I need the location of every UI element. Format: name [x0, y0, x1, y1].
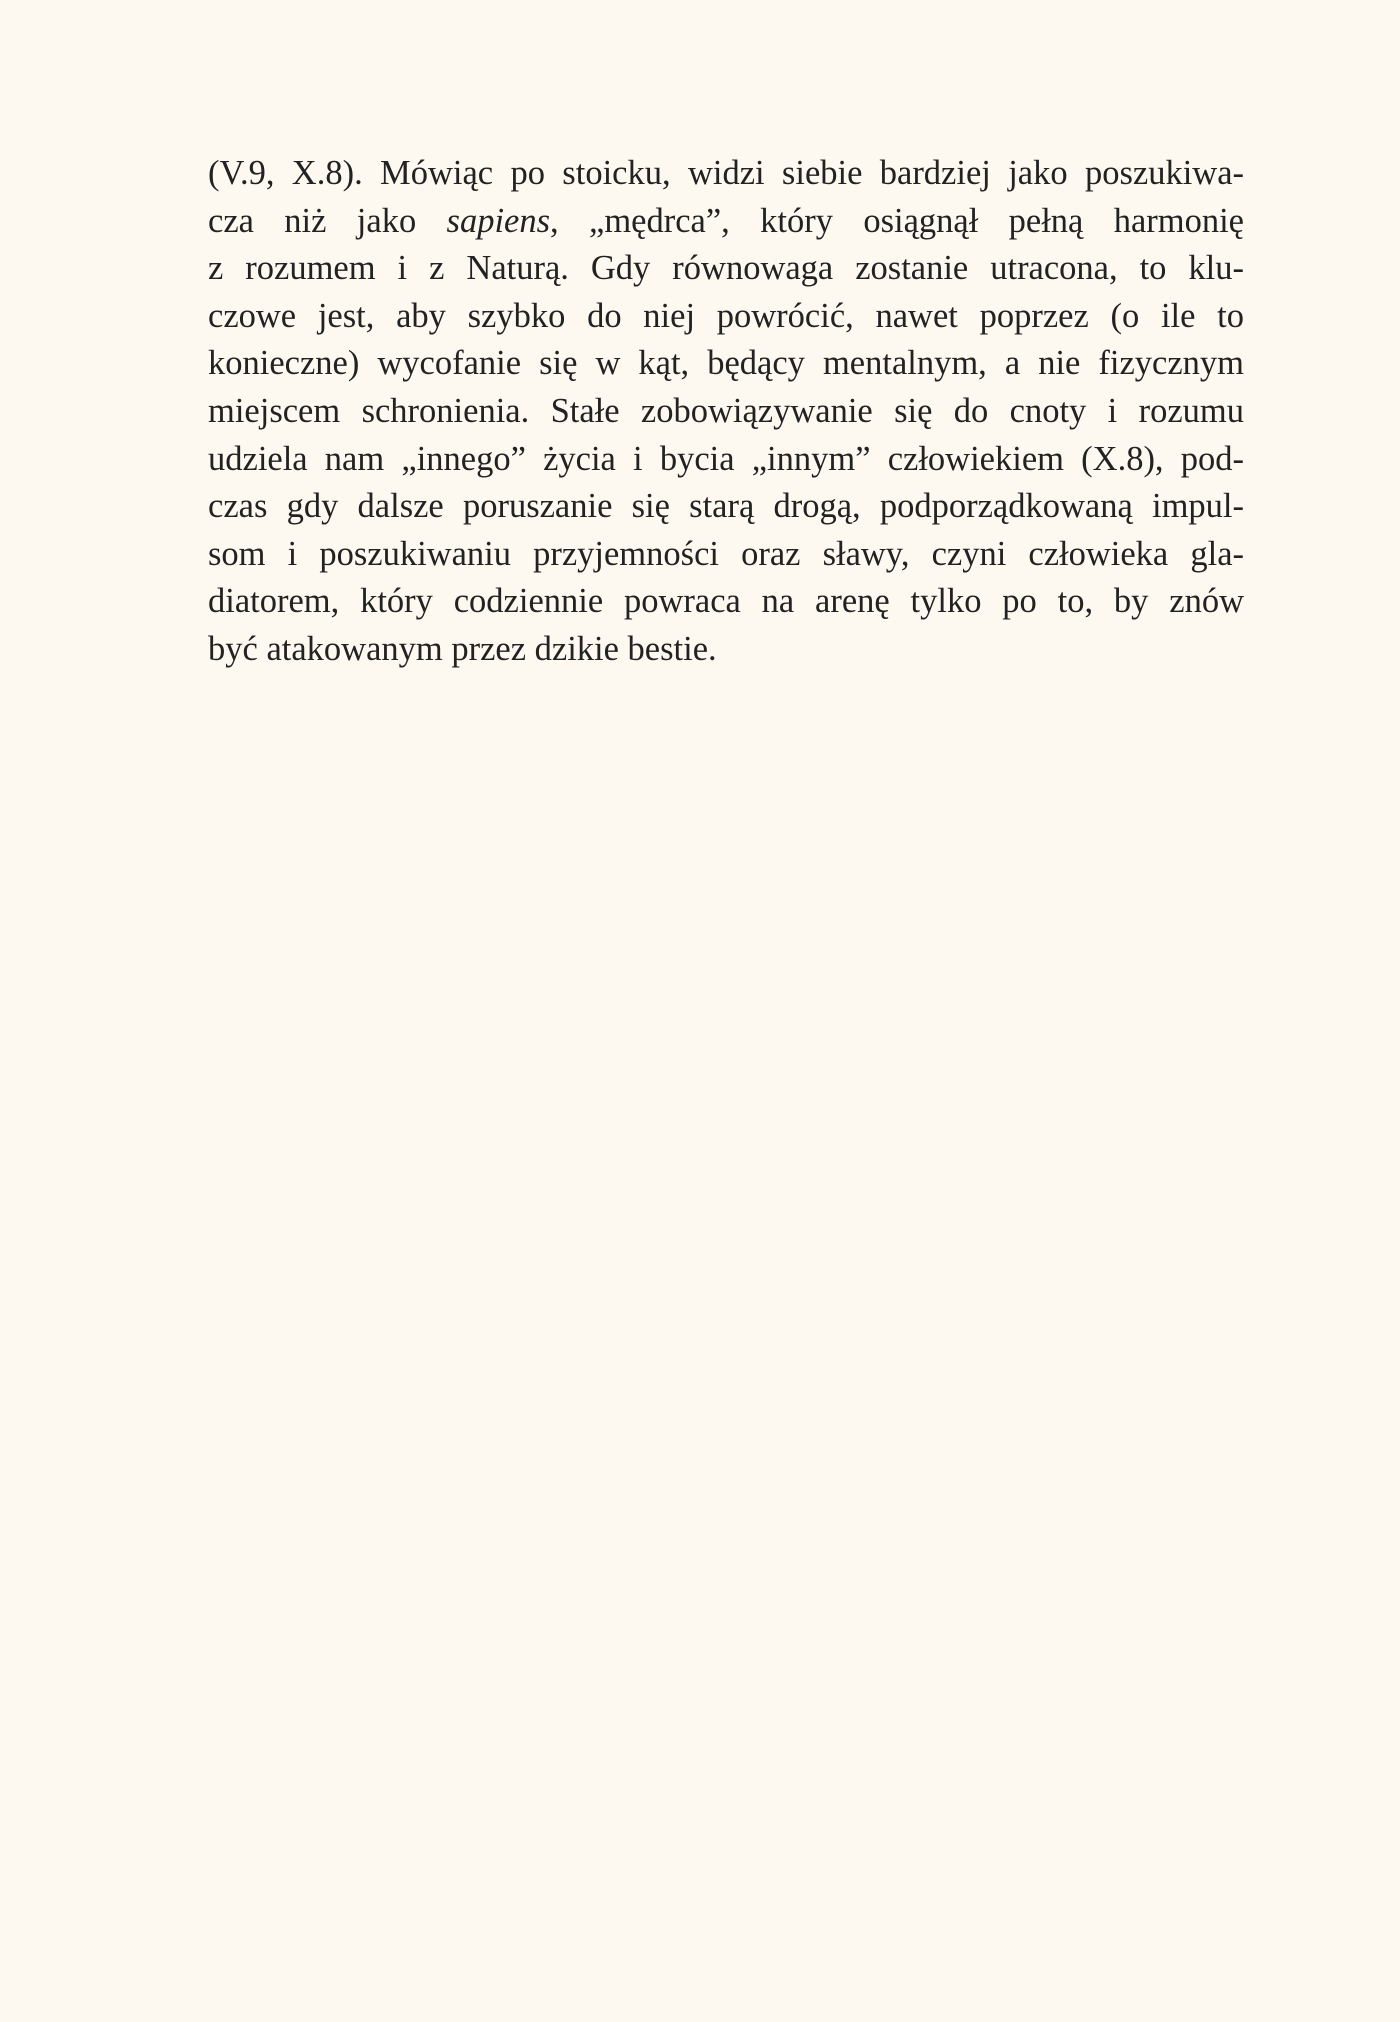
- text-line: z rozumem i z Naturą. Gdy równowaga zostanie utracona, to klu-: [208, 249, 1244, 288]
- text-line: diatorem, który codziennie powraca na arenę tylko po to, by znów: [208, 582, 1244, 621]
- text-line: udziela nam „innego” życia i bycia „innym” człowiekiem (X.8), pod-: [208, 439, 1244, 478]
- text-line: być atakowanym przez dzikie bestie.: [208, 629, 717, 668]
- text-line: [208, 198, 1244, 246]
- text-line: miejscem schronienia. Stałe zobowiązywanie się do cnoty i rozumu: [208, 391, 1244, 430]
- body-paragraph: [208, 150, 1244, 674]
- text-line: czas gdy dalsze poruszanie się starą drogą, podporządkowaną impul-: [208, 487, 1244, 526]
- text-line: czowe jest, aby szybko do niej powrócić, nawet poprzez (o ile to: [208, 296, 1244, 335]
- text-line: (V.9, X.8). Mówiąc po stoicku, widzi siebie bardziej jako poszukiwa-: [208, 154, 1244, 192]
- text-line: som i poszukiwaniu przyjemności oraz sławy, czyni człowieka gla-: [208, 534, 1244, 573]
- text-segment: , „mędrca”, który osiągnął pełną harmonię: [550, 201, 1244, 240]
- text-segment: cza niż jako: [208, 201, 447, 240]
- italic-term: sapiens: [446, 201, 551, 240]
- text-line: konieczne) wycofanie się w kąt, będący mentalnym, a nie fizycznym: [208, 344, 1244, 383]
